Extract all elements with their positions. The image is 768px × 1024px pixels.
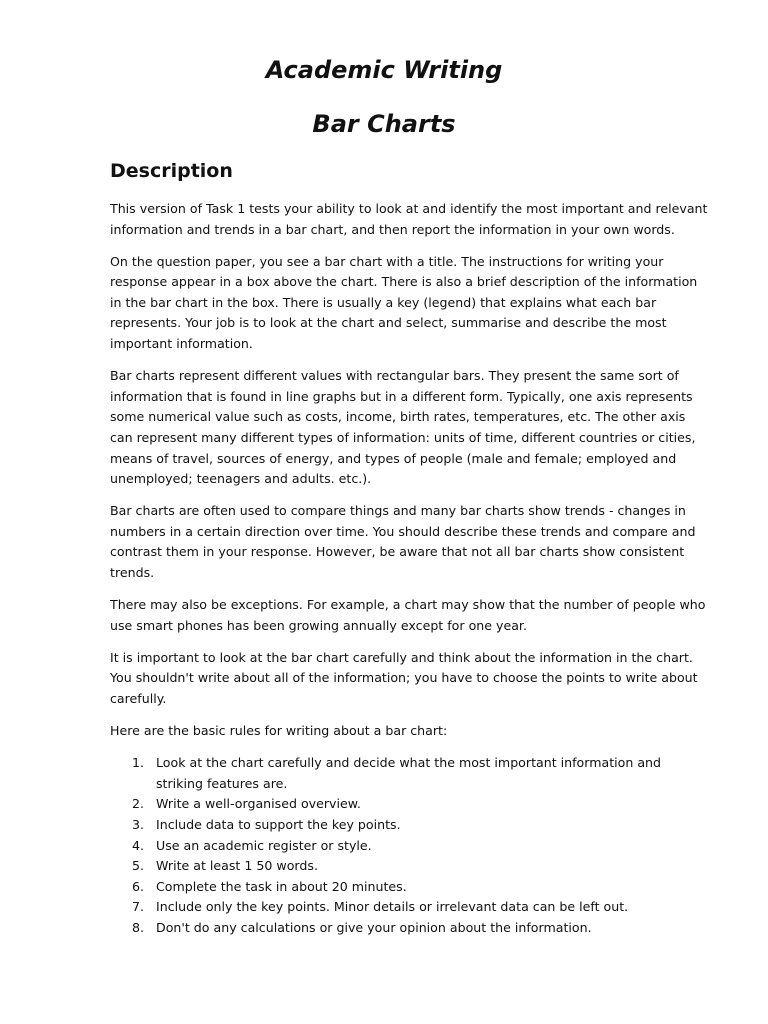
- list-item-number: 4.: [132, 837, 145, 853]
- list-item-text: Write a well-organised overview.: [156, 796, 361, 812]
- list-item-text: Don't do any calculations or give your opinion about the information.: [156, 919, 592, 935]
- rules-list: [110, 753, 710, 938]
- section-heading: Description: [110, 160, 233, 182]
- list-item: [110, 897, 710, 918]
- list-item-number: 2.: [132, 796, 145, 812]
- list-item-text: Include only the key points. Minor details or irrelevant data can be left out.: [156, 899, 629, 915]
- paragraph-exceptions: There may also be exceptions. For example, a chart may show that the number of people who use smart phones has been growing annually except for one year.: [110, 597, 706, 633]
- list-item: [110, 753, 710, 794]
- list-item: [110, 918, 710, 939]
- list-item-number: 1.: [132, 755, 145, 771]
- list-item: [110, 794, 710, 815]
- list-item: [110, 836, 710, 857]
- list-item: [110, 856, 710, 877]
- list-item: [110, 877, 710, 898]
- paragraph-rules-intro: Here are the basic rules for writing about a bar chart:: [110, 723, 448, 739]
- document-title: Academic Writing: [265, 56, 503, 84]
- paragraph-intro: This version of Task 1 tests your ability to look at and identify the most important and relevant information and trends in a bar chart, and then report the information in your own words.: [110, 201, 708, 237]
- paragraph-question-paper: On the question paper, you see a bar chart with a title. The instructions for writing your response appear in a box above the chart. There is also a brief description of the information in the bar chart in the box. There is usually a key (legend) that explains what each bar represents. Your job is to look at the chart and select, summarise and describe the most important information.: [110, 253, 698, 352]
- list-item: [110, 815, 710, 836]
- document-subtitle: Bar Charts: [312, 110, 456, 138]
- list-item-number: 3.: [132, 816, 145, 832]
- list-item-text: Use an academic register or style.: [156, 837, 372, 853]
- body-text: [110, 199, 710, 939]
- list-item-number: 5.: [132, 858, 145, 874]
- paragraph-bar-charts-represent: Bar charts represent different values with rectangular bars. They present the same sort of information that is found in line graphs but in a different form. Typically, one axis represents some numerical value such as costs, income, birth rates, temperatures, etc. The other axis can represent many different types of information: units of time, different countries or cities, means of travel, sources of energy, and types of people (male and female; employed and unemployed; teenagers and adults. etc.).: [110, 368, 696, 487]
- list-item-text: Write at least 1 50 words.: [156, 858, 318, 874]
- paragraph-compare-trends: Bar charts are often used to compare things and many bar charts show trends - changes in numbers in a certain direction over time. You should describe these trends and compare and contrast them in your response. However, be aware that not all bar charts show consistent trends.: [110, 503, 696, 580]
- list-item-number: 8.: [132, 919, 145, 935]
- list-item-text: Complete the task in about 20 minutes.: [156, 878, 407, 894]
- list-item-text: Look at the chart carefully and decide what the most important information and striking features are.: [156, 755, 662, 791]
- list-item-number: 7.: [132, 899, 145, 915]
- paragraph-look-carefully: It is important to look at the bar chart carefully and think about the information in the chart. You shouldn't write about all of the information; you have to choose the points to write about carefully.: [110, 649, 698, 706]
- list-item-text: Include data to support the key points.: [156, 816, 401, 832]
- list-item-number: 6.: [132, 878, 145, 894]
